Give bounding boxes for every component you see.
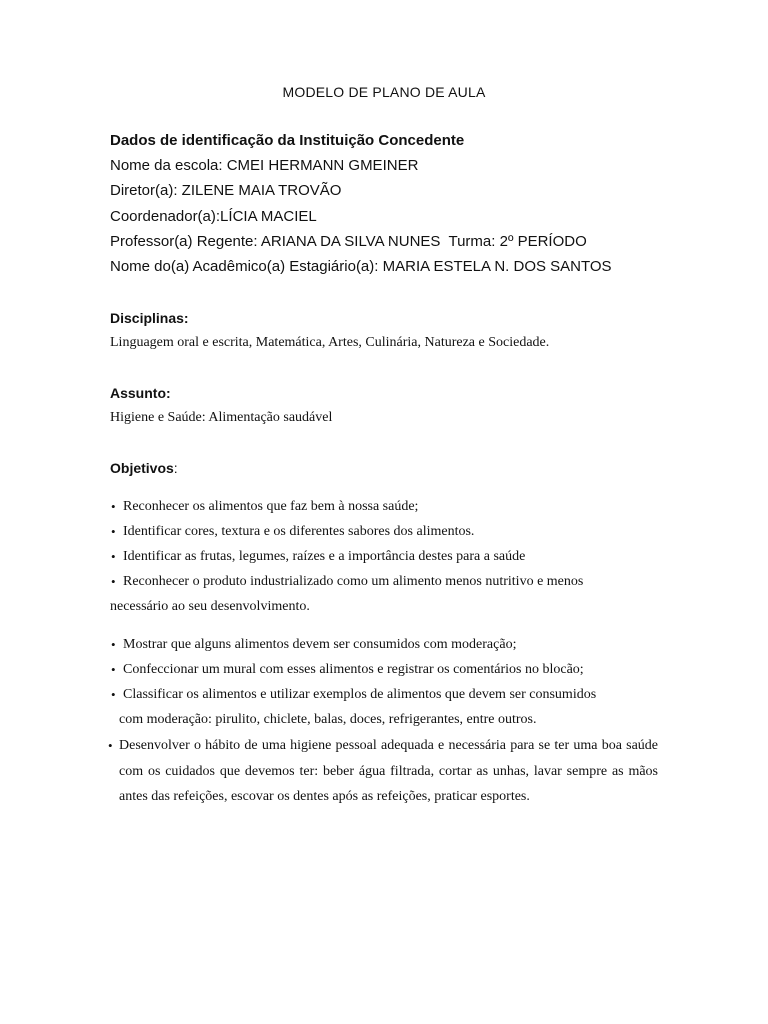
list-item: Reconhecer os alimentos que faz bem à nossa saúde; [123,499,419,514]
director-line: Diretor(a): ZILENE MAIA TROVÃO [110,182,342,199]
bullet-marker: • [111,499,116,514]
list-item-paragraph: Desenvolver o hábito de uma higiene pessoal adequada e necessária para se ter uma boa saúde com os cuidados que devemos ter: beber água filtrada, cortar as unhas, lavar sempre as mãos antes das refeições, escovar os dentes após as refeições, praticar esportes. [119,738,658,805]
list-item-continuation: necessário ao seu desenvolvimento. [110,599,310,614]
coordinator-line: Coordenador(a):LÍCIA MACIEL [110,208,317,225]
list-item: Identificar cores, textura e os diferentes sabores dos alimentos. [123,524,475,539]
assunto-text: Higiene e Saúde: Alimentação saudável [110,410,333,425]
objetivos-heading-label: Objetivos [110,460,174,476]
bullet-marker: • [111,524,116,539]
list-item: Mostrar que alguns alimentos devem ser consumidos com moderação; [123,637,517,652]
assunto-heading: Assunto: [110,385,171,401]
list-item: Identificar as frutas, legumes, raízes e a importância destes para a saúde [123,549,526,564]
list-item: Confeccionar um mural com esses alimentos e registrar os comentários no blocão; [123,662,584,677]
objetivos-heading [110,460,178,476]
document-title: MODELO DE PLANO DE AULA [282,84,486,100]
list-item: Reconhecer o produto industrializado como um alimento menos nutritivo e menos [123,574,584,589]
disciplinas-heading: Disciplinas: [110,310,189,326]
bullet-marker: • [111,687,116,702]
teacher-class-line: Professor(a) Regente: ARIANA DA SILVA NUNES Turma: 2º PERÍODO [110,233,587,250]
list-item: Classificar os alimentos e utilizar exemplos de alimentos que devem ser consumidos [123,687,597,702]
objetivos-heading-colon: : [173,460,178,476]
bullet-marker: • [108,738,113,753]
student-intern-line: Nome do(a) Acadêmico(a) Estagiário(a): MARIA ESTELA N. DOS SANTOS [110,258,612,275]
disciplinas-text: Linguagem oral e escrita, Matemática, Artes, Culinária, Natureza e Sociedade. [110,335,550,350]
list-item-continuation: com moderação: pirulito, chiclete, balas, doces, refrigerantes, entre outros. [119,712,537,727]
identification-heading: Dados de identificação da Instituição Concedente [110,132,465,149]
school-name-line: Nome da escola: CMEI HERMANN GMEINER [110,157,419,174]
bullet-marker: • [111,662,116,677]
bullet-marker: • [111,549,116,564]
bullet-marker: • [111,637,116,652]
bullet-marker: • [111,574,116,589]
